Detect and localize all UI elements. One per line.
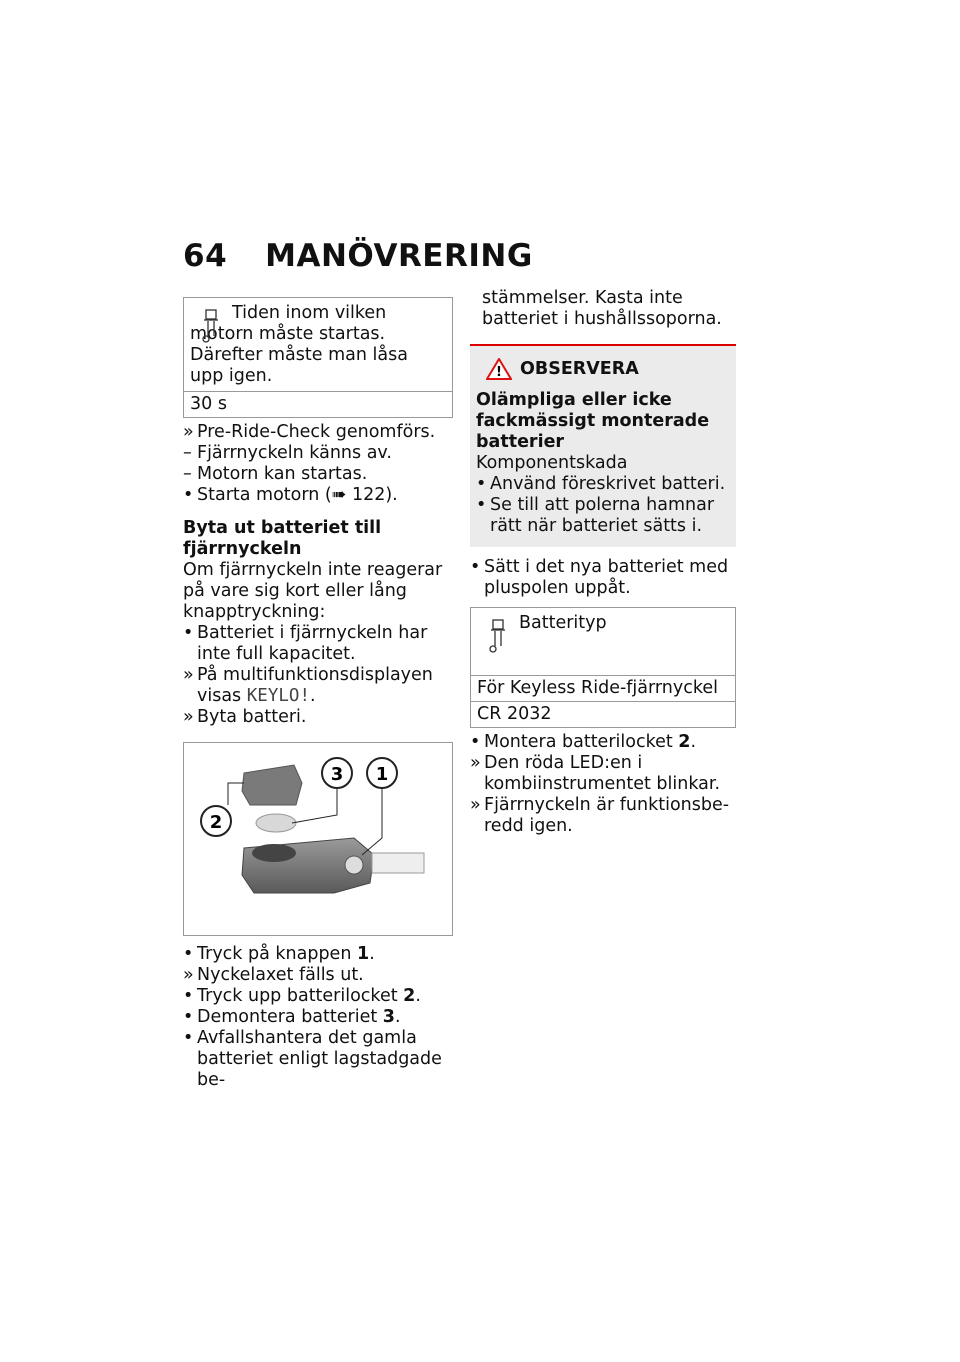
list-item: • Tryck upp batterilocket 2.: [183, 986, 421, 1006]
spec-title: Batterityp: [519, 613, 607, 633]
install-list: [470, 557, 736, 599]
list-item: » På multifunktionsdisplayen visas KEYLO!.: [183, 665, 433, 706]
callout-1: [367, 758, 397, 788]
spec-value: 30 s: [184, 391, 452, 417]
list-item: » Byta batteri.: [183, 707, 307, 727]
spec-icon: [200, 308, 222, 344]
remote-key-illustration: [184, 743, 452, 935]
list-item: » Pre-Ride-Check genomförs.: [183, 422, 436, 442]
note-label: OBSERVERA: [520, 358, 639, 379]
list-item: • Montera batterilocket 2.: [470, 732, 697, 752]
list-item: » Nyckelaxet fälls ut.: [183, 965, 364, 985]
svg-text:3: 3: [330, 764, 344, 785]
spec-box-start-time: [183, 297, 453, 418]
note-consequence: Komponentskada: [476, 453, 628, 473]
page-number: 64: [183, 238, 228, 274]
note-title: Olämpliga eller icke fackmässigt monterade batterier: [476, 390, 710, 452]
list-item: • Se till att polerna hamnar rätt när batteriet sätts i.: [476, 495, 715, 536]
svg-text:!: !: [496, 365, 502, 380]
key-battery-figure: [183, 742, 453, 936]
section-paragraph: Om fjärrnyckeln inte reagerar på vare sig kort eller lång knapptryckning:: [183, 560, 443, 622]
list-item: • Sätt i det nya batteriet med pluspolen uppåt.: [470, 557, 729, 598]
list-item: • Batteriet i fjärrnyckeln har inte full kapacitet.: [183, 623, 428, 664]
status-list: [183, 422, 453, 506]
final-list: [470, 732, 736, 837]
list-item: • Demontera batteriet 3.: [183, 1007, 401, 1027]
continued-text: stämmelser. Kasta inte batteriet i hushållssoporna.: [482, 288, 722, 329]
left-column: [183, 297, 453, 1091]
callout-2: [201, 806, 231, 836]
note-header: [486, 358, 730, 380]
list-item: • Avfallshantera det gamla batteriet enligt lagstadgade be-: [183, 1028, 442, 1090]
spec-icon: [487, 618, 509, 654]
spec-row: CR 2032: [471, 701, 735, 727]
procedure-list: [183, 944, 453, 1091]
right-column: [470, 288, 736, 837]
note-list: [476, 474, 730, 537]
svg-text:2: 2: [209, 812, 223, 833]
warning-triangle-icon: [486, 358, 512, 380]
list-item: • Starta motorn (➠ 122).: [183, 485, 398, 505]
list-item: • Tryck på knappen 1.: [183, 944, 375, 964]
list-item: – Motorn kan startas.: [183, 464, 368, 484]
spec-row: För Keyless Ride-fjärrnyckel: [471, 675, 735, 701]
display-code: KEYLO!: [246, 686, 310, 706]
spec-box-battery-type: [470, 607, 736, 728]
spec-text: Tiden inom vilken motorn måste startas. Därefter måste man låsa upp igen.: [190, 303, 408, 386]
page-header: [183, 238, 533, 274]
list-item: » Fjärrnyckeln är funktionsbe-redd igen.: [470, 795, 730, 836]
chapter-title: MANÖVRERING: [265, 238, 533, 274]
warning-note: [470, 344, 736, 547]
list-item: • Använd föreskrivet batteri.: [476, 474, 726, 494]
section-heading: Byta ut batteriet till fjärrnyckeln: [183, 518, 382, 559]
list-item: » Den röda LED:en i kombiinstrumentet blinkar.: [470, 753, 721, 794]
cause-list: [183, 623, 453, 728]
callout-3: [322, 758, 352, 788]
list-item: – Fjärrnyckeln känns av.: [183, 443, 392, 463]
svg-text:1: 1: [375, 764, 389, 785]
